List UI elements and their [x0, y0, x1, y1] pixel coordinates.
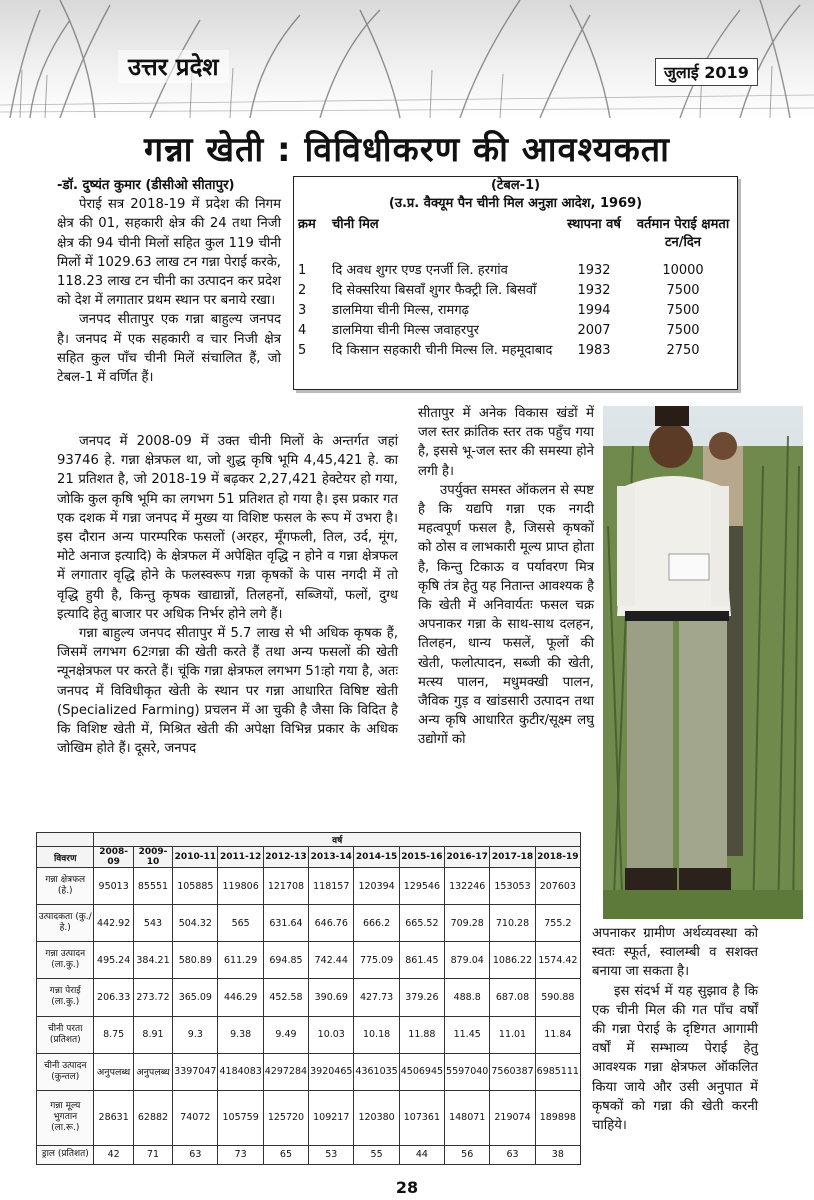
- table-header-year: 2012-13: [263, 847, 308, 868]
- table-cell: 148071: [445, 1090, 490, 1145]
- table-cell: 44: [399, 1145, 444, 1164]
- table-cell: दि अवध शुगर एण्ड एनर्जी लि. हरगांव: [332, 263, 508, 278]
- row-label: चीनी उत्पादन (कुन्तल): [37, 1053, 94, 1090]
- table-row: [37, 1016, 581, 1053]
- table-cell: 2750: [666, 343, 700, 358]
- officer-in-sugarcane-field-image: [603, 406, 803, 919]
- row-label: गन्ना क्षेत्रफल (हे.): [37, 868, 94, 905]
- table-cell: दि सेक्सरिया बिसवाँ शुगर फैक्ट्री लि. बिसवाँ: [332, 283, 537, 298]
- paragraph-1: पेराई सत्र 2018-19 में प्रदेश की निगम क्षेत्र की 01, सहकारी क्षेत्र की 24 तथा निजी क्षेत्र की 94 चीनी मिलों सहित कुल 119 चीनी मिलों में 1029.63 लाख टन गन्ना पेराई करके, 118.23 लाख टन चीनी का उत्पादन कर प्रदेश को देश में लगातार प्रथम स्थान पर बनाये रखा।: [57, 197, 281, 309]
- paragraph-8: इस संदर्भ में यह सुझाव है कि एक चीनी मिल की गत पाँच वर्षों की गन्ना पेराई के दृष्टिगत आगामी वर्षों में सम्भाव्य पेराई हेतु आवश्यक गन्ना क्षेत्रफल ऑकलित किया जाये और उसी अनुपात में कृषकों को गन्ना की खेती करनी चाहिये।: [592, 983, 758, 1134]
- table-cell: 5: [298, 343, 307, 358]
- table-cell: 71: [133, 1145, 172, 1164]
- row-label: गन्ना मूल्य भुगतान (ला.रू.): [37, 1090, 94, 1145]
- table-cell: 427.73: [354, 979, 399, 1016]
- table-cell: 495.24: [94, 942, 133, 979]
- table-cell: 207603: [535, 868, 580, 905]
- table-cell: 95013: [94, 868, 133, 905]
- table-cell: 5597040: [445, 1053, 490, 1090]
- table-row: [294, 281, 737, 301]
- row-label: गन्ना उत्पादन (ला.कु.): [37, 942, 94, 979]
- row-label: गन्ना पेराई (ला.कु.): [37, 979, 94, 1016]
- table-cell: 118157: [309, 868, 354, 905]
- table-row: [37, 905, 581, 942]
- table-cell: 153053: [490, 868, 535, 905]
- table-cell: 11.84: [535, 1016, 580, 1053]
- table-header-year-group: वर्ष: [94, 833, 581, 847]
- table-cell: 28631: [94, 1090, 133, 1145]
- table-cell: 709.28: [445, 905, 490, 942]
- table-cell: 2007: [577, 323, 611, 338]
- table-cell: 1994: [577, 303, 611, 318]
- table-cell: 611.29: [218, 942, 263, 979]
- table-1: [294, 215, 737, 361]
- table-cell: डालमिया चीनी मिल्स, रामगढ़: [332, 303, 469, 318]
- table-cell: 9.3: [173, 1016, 218, 1053]
- paragraph-2: जनपद सीतापुर एक गन्ना बाहुल्य जनपद है। जनपद में एक सहकारी व चार निजी क्षेत्र सहित कुल पाँच चीनी मिलें संचालित हैं, जो टेबल-1 में वर्णित हैं।: [57, 312, 281, 386]
- table-cell: 38: [535, 1145, 580, 1164]
- table-cell: 390.69: [309, 979, 354, 1016]
- table-cell: 206.33: [94, 979, 133, 1016]
- table-corner-blank: [37, 833, 94, 847]
- table-header-year: 2018-19: [535, 847, 580, 868]
- table-cell: 442.92: [94, 905, 133, 942]
- table-cell: 120394: [354, 868, 399, 905]
- table-cell: 4: [298, 323, 307, 338]
- table-row: [37, 942, 581, 979]
- table-1-title: (टेबल-1): [490, 178, 541, 193]
- table-row: [37, 1145, 581, 1164]
- table-cell: 4297284: [263, 1053, 308, 1090]
- table-cell: 120380: [354, 1090, 399, 1145]
- field-photo: [603, 406, 803, 919]
- table-cell: 63: [173, 1145, 218, 1164]
- table-cell: 7500: [666, 323, 700, 338]
- page-number: 28: [395, 1178, 419, 1197]
- column-left-top: [57, 176, 281, 387]
- table-cell: 132246: [445, 868, 490, 905]
- table-header-year: 2008-09: [94, 847, 133, 868]
- table-cell: 10.18: [354, 1016, 399, 1053]
- table-cell: 73: [218, 1145, 263, 1164]
- table-cell: 10.03: [309, 1016, 354, 1053]
- table-cell: 543: [133, 905, 172, 942]
- table-cell: अनुपलब्ध: [94, 1053, 133, 1090]
- table-row: [294, 261, 737, 281]
- table-cell: 7560387: [490, 1053, 535, 1090]
- table-row: [37, 1053, 581, 1090]
- table-header-year: 2013-14: [309, 847, 354, 868]
- table-cell: 452.58: [263, 979, 308, 1016]
- table-header-year: 2017-18: [490, 847, 535, 868]
- table-cell: 65: [263, 1145, 308, 1164]
- table-cell: 687.08: [490, 979, 535, 1016]
- table-cell: 1574.42: [535, 942, 580, 979]
- table-header-row: [37, 847, 581, 868]
- table-cell: 9.38: [218, 1016, 263, 1053]
- table-cell: 504.32: [173, 905, 218, 942]
- table-cell: 3920465: [309, 1053, 354, 1090]
- table-cell: 665.52: [399, 905, 444, 942]
- table-1-header-serial: क्रम: [298, 217, 316, 232]
- table-cell: 666.2: [354, 905, 399, 942]
- table-cell: 1983: [577, 343, 611, 358]
- table-cell: 1086.22: [490, 942, 535, 979]
- row-label: ड्राल (प्रतिशत): [37, 1145, 94, 1164]
- table-cell: 9.49: [263, 1016, 308, 1053]
- table-cell: 105759: [218, 1090, 263, 1145]
- table-cell: 11.01: [490, 1016, 535, 1053]
- table-cell: 63: [490, 1145, 535, 1164]
- column-middle: [418, 404, 594, 750]
- table-header-corner: विवरण: [37, 847, 94, 868]
- table-cell: 85551: [133, 868, 172, 905]
- table-cell: 879.04: [445, 942, 490, 979]
- table-cell: 3397047: [173, 1053, 218, 1090]
- table-header-year: 2014-15: [354, 847, 399, 868]
- table-cell: 8.91: [133, 1016, 172, 1053]
- table-1-header-year: स्थापना वर्ष: [567, 217, 621, 232]
- article-title: गन्ना खेती : विविधीकरण की आवश्यकता: [144, 130, 670, 170]
- paragraph-7: अपनाकर ग्रामीण अर्थव्यवस्था को स्वतः स्फूर्त, स्वालम्बी व सशक्त बनाया जा सकता है।: [592, 926, 758, 980]
- table-1-header-mill: चीनी मिल: [332, 217, 379, 232]
- table-cell: 694.85: [263, 942, 308, 979]
- table-cell: 121708: [263, 868, 308, 905]
- table-cell: 10000: [662, 263, 704, 278]
- table-cell: 488.8: [445, 979, 490, 1016]
- paragraph-5: सीतापुर में अनेक विकास खंडों में जल स्तर क्रांतिक स्तर तक पहुँच गया है, इससे भू-जल स्तर की समस्या होने लगी है।: [418, 406, 594, 479]
- table-cell: 189898: [535, 1090, 580, 1145]
- table-row: [37, 979, 581, 1016]
- table-cell: अनुपलब्ध: [133, 1053, 172, 1090]
- table-cell: 580.89: [173, 942, 218, 979]
- table-header-year: 2011-12: [218, 847, 263, 868]
- table-1-header-capacity: वर्तमान पेराई क्षमता टन/दिन: [636, 217, 730, 250]
- table-cell: 4361035: [354, 1053, 399, 1090]
- table-cell: 3: [298, 303, 307, 318]
- sugarcane-statistics-table: [36, 832, 581, 1165]
- table-cell: 631.64: [263, 905, 308, 942]
- table-cell: 107361: [399, 1090, 444, 1145]
- table-1-subtitle: (उ.प्र. वैक्यूम पैन चीनी मिल अनुज्ञा आदेश, 1969): [388, 196, 643, 211]
- table-row: [294, 341, 737, 361]
- table-1-box: [293, 176, 738, 390]
- table-cell: 590.88: [535, 979, 580, 1016]
- table-cell: 742.44: [309, 942, 354, 979]
- table-cell: 861.45: [399, 942, 444, 979]
- table-cell: 4184083: [218, 1053, 263, 1090]
- table-cell: 7500: [666, 283, 700, 298]
- header-banner: [0, 0, 814, 118]
- table-cell: 446.29: [218, 979, 263, 1016]
- row-label: उत्पादकता (कु./हे.): [37, 905, 94, 942]
- table-cell: 755.2: [535, 905, 580, 942]
- table-cell: 109217: [309, 1090, 354, 1145]
- paragraph-3: जनपद में 2008-09 में उक्त चीनी मिलों के अन्तर्गत जहां 93746 हे. गन्ना क्षेत्रफल था, जो शुद्ध कृषि भूमि 4,45,421 हे. का 21 प्रतिशत है, जो 2018-19 में बढ़कर 2,27,421 हेक्टेयर हो गया, जोकि कुल कृषि भूमि का लगभग 51 प्रतिशत हो गया है। इस प्रकार गत एक दशक में गन्ना जनपद में मुख्य या विशिष्ट फसल के रूप में उभरा है। इस दौरान अन्य पारम्परिक फसलों (अरहर, मूँगफली, तिल, उर्द, मूंग, मोटे अनाज इत्यादि) के क्षेत्रफल में अपेक्षित वृद्धि न होने व गन्ना क्षेत्रफल में लगातार वृद्धि होने के फलस्वरूप गन्ना कृषकों के पास नगदी में तो वृद्धि हुयी है, किन्तु कृषक खाद्यान्नों, तिलहनों, सब्जियों, फलों, दुग्ध इत्यादि हेतु बाजार पर अधिक निर्भर होने लगे हैं।: [57, 434, 398, 622]
- table-header-year: 2015-16: [399, 847, 444, 868]
- table-row: [294, 321, 737, 341]
- table-cell: 8.75: [94, 1016, 133, 1053]
- paragraph-4: गन्ना बाहुल्य जनपद सीतापुर में 5.7 लाख से भी अधिक कृषक हैं, जिसमें लगभग 62ःगन्ना की खेती करते हैं तथा अन्य फसलों की खेती न्यूनक्षेत्रफल पर करते हैं। चूंकि गन्ना क्षेत्रफल लगभग 51ःहो गया है, अतः जनपद में विविधीकृत खेती के स्थान पर गन्ना आधारित विषिष्ट खेती (Specialized Farming) प्रचलन में आ चुकी है जैसा कि विदित है कि विशिष्ट खेती में, मिश्रित खेती की अपेक्षा विभिन्न प्रकार के अधिक जोखिम होते हैं। दूसरे, जनपद: [57, 626, 398, 757]
- table-cell: 129546: [399, 868, 444, 905]
- table-cell: 365.09: [173, 979, 218, 1016]
- table-cell: 42: [94, 1145, 133, 1164]
- table-cell: 53: [309, 1145, 354, 1164]
- table-cell: 6985111: [535, 1053, 580, 1090]
- table-cell: 1932: [577, 263, 611, 278]
- table-cell: 11.88: [399, 1016, 444, 1053]
- table-cell: 710.28: [490, 905, 535, 942]
- table-cell: 7500: [666, 303, 700, 318]
- column-right-bottom: [592, 924, 758, 1135]
- table-cell: 219074: [490, 1090, 535, 1145]
- region-heading: उत्तर प्रदेश: [118, 50, 229, 83]
- table-cell: 119806: [218, 868, 263, 905]
- table-cell: 11.45: [445, 1016, 490, 1053]
- table-cell: 2: [298, 283, 307, 298]
- table-cell: 125720: [263, 1090, 308, 1145]
- table-cell: 646.76: [309, 905, 354, 942]
- table-cell: 1932: [577, 283, 611, 298]
- table-cell: 775.09: [354, 942, 399, 979]
- table-cell: डालमिया चीनी मिल्स जवाहरपुर: [332, 323, 479, 338]
- table-cell: 62882: [133, 1090, 172, 1145]
- table-header-year: 2016-17: [445, 847, 490, 868]
- table-header-year: 2010-11: [173, 847, 218, 868]
- table-cell: 565: [218, 905, 263, 942]
- paragraph-6: उपर्युक्त समस्त ऑकलन से स्पष्ट है कि यद्यपि गन्ना एक नगदी महत्वपूर्ण फसल है, जिससे कृषकों को ठोस व लाभकारी मूल्य प्राप्त होता है, किन्तु टिकाऊ व पर्यावरण मित्र कृषि तंत्र हेतु यह नितान्त आवश्यक है कि खेती में अनिवार्यतः फसल चक्र अपनाकर गन्ना के साथ-साथ दलहन, तिलहन, धान्य फसलें, फूलों की खेती, फलोत्पादन, सब्जी की खेती, मत्स्य पालन, मधुमक्खी पालन, जैविक गुड़ व खांडसारी उत्पादन तथा अन्य कृषि आधारित कुटीर/सूक्ष्म लघु उद्योगों को: [418, 482, 594, 748]
- table-cell: दि किसान सहकारी चीनी मिल्स लि. महमूदाबाद: [332, 343, 553, 358]
- row-label: चीनी परता (प्रतिशत): [37, 1016, 94, 1053]
- table-cell: 74072: [173, 1090, 218, 1145]
- table-cell: 55: [354, 1145, 399, 1164]
- byline: -डॉ. दुष्यंत कुमार (डीसीओ सीतापुर): [57, 178, 235, 193]
- table-cell: 4506945: [399, 1053, 444, 1090]
- table-cell: 379.26: [399, 979, 444, 1016]
- table-cell: 105885: [173, 868, 218, 905]
- issue-date: जुलाई 2019: [655, 58, 758, 86]
- table-cell: 56: [445, 1145, 490, 1164]
- table-row: [37, 868, 581, 905]
- table-row: [37, 1090, 581, 1145]
- table-header-year: 2009-10: [133, 847, 172, 868]
- table-row: [294, 301, 737, 321]
- column-left-wide: [57, 432, 398, 758]
- table-cell: 384.21: [133, 942, 172, 979]
- table-cell: 273.72: [133, 979, 172, 1016]
- table-cell: 1: [298, 263, 307, 278]
